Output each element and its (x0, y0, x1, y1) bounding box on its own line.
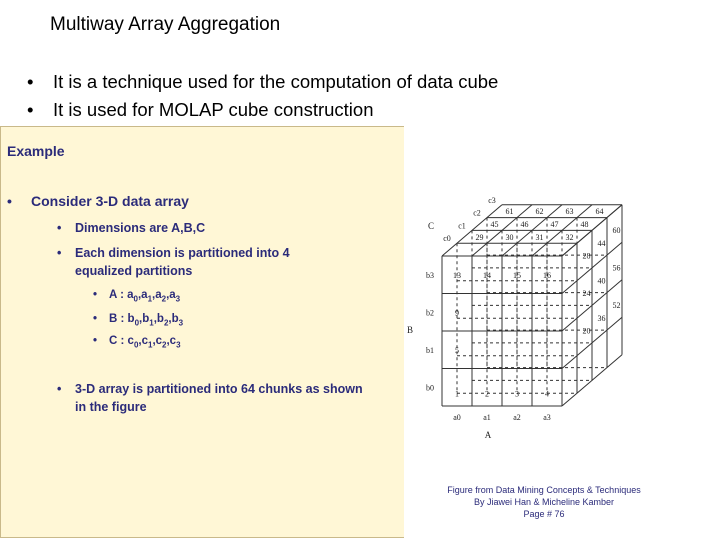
cell-number: 16 (543, 270, 551, 280)
bullet-glyph: • (93, 313, 98, 325)
cell-number: 48 (580, 220, 589, 229)
b-axis-label: b0 (426, 383, 434, 393)
data-cube-figure (404, 126, 722, 538)
cell-number: 62 (535, 207, 544, 217)
cell-number: 14 (483, 270, 491, 280)
bullet-glyph: • (93, 335, 98, 347)
c-axis-label: c0 (443, 234, 451, 244)
partition-text: C : $c_0,c_1,c_2,c_3$ (109, 335, 181, 350)
cell-number: 47 (550, 220, 559, 229)
caption-line: Figure from Data Mining Concepts & Techniques (447, 485, 641, 495)
caption-line: By Jiawei Han & Micheline Kamber (473, 497, 615, 507)
bullet-glyph: • (57, 382, 62, 396)
cell-number: 2 (485, 389, 489, 399)
cell-number: 63 (565, 207, 574, 217)
figure-caption (404, 484, 684, 520)
cell-number: 32 (565, 232, 574, 242)
sub-point-text: 3-D array is partitioned into 64 chunks as shown in the figure (75, 382, 363, 414)
cell-number: 36 (597, 313, 606, 323)
figure-background (404, 126, 722, 538)
sub-point-text: Dimensions are A,B,C (75, 221, 206, 235)
b-axis-label: b1 (426, 345, 434, 355)
cell-number: 46 (520, 220, 529, 229)
cell-number: 9 (455, 308, 459, 318)
b-axis-label: b3 (426, 270, 434, 280)
bullet-glyph: • (57, 246, 62, 260)
axis-a-letter: A (484, 430, 492, 440)
bullet-glyph: • (27, 99, 34, 120)
cell-number: 30 (505, 232, 514, 242)
a-axis-label: a1 (483, 413, 491, 422)
slide-title: Multiway Array Aggregation (50, 14, 281, 35)
cell-number: 60 (612, 225, 621, 235)
c-axis-label: c2 (473, 208, 481, 218)
cell-number: 64 (595, 207, 604, 217)
cell-number: 28 (582, 251, 591, 261)
c-axis-label: c1 (458, 221, 466, 231)
bullet-glyph: • (27, 71, 34, 92)
bullet-glyph: • (7, 193, 12, 209)
b-axis-label: b2 (426, 308, 434, 318)
cell-number: 5 (455, 345, 459, 355)
cell-number: 29 (475, 232, 484, 242)
cell-number: 24 (582, 289, 591, 299)
a-axis-label: a2 (513, 413, 521, 422)
cell-number: 15 (513, 270, 521, 280)
partition-text: A : $a_0,a_1,a_2,a_3$ (109, 289, 181, 304)
cell-number: 56 (612, 263, 621, 273)
cell-number: 1 (455, 389, 459, 399)
partition-text: B : $b_0,b_1,b_2,b_3$ (109, 313, 184, 328)
bullet-glyph: • (93, 289, 98, 301)
cell-number: 31 (535, 232, 544, 242)
a-axis-label: a3 (543, 413, 551, 422)
cell-number: 20 (582, 326, 591, 336)
cell-number: 4 (545, 389, 549, 399)
cell-number: 45 (490, 220, 499, 229)
caption-line: Page # 76 (523, 509, 565, 519)
cell-number: 61 (505, 207, 514, 217)
cell-number: 40 (597, 276, 606, 286)
axis-b-letter: B (406, 325, 414, 335)
bullet-text: It is used for MOLAP cube construction (53, 99, 374, 120)
cell-number: 52 (612, 300, 621, 310)
cell-number: 3 (515, 389, 519, 399)
cell-number: 44 (597, 238, 606, 248)
example-heading: Example (7, 143, 65, 159)
c-axis-label: c3 (488, 195, 496, 205)
a-axis-label: a0 (453, 413, 461, 422)
bullet-text: It is a technique used for the computation of data cube (53, 71, 499, 92)
example-point-text: Consider 3-D data array (31, 193, 189, 209)
axis-c-letter: C (427, 221, 435, 232)
bullet-glyph: • (57, 221, 62, 235)
sub-point-text: Each dimension is partitioned into 4 equalized partitions (75, 246, 290, 278)
cell-number: 13 (453, 270, 461, 280)
